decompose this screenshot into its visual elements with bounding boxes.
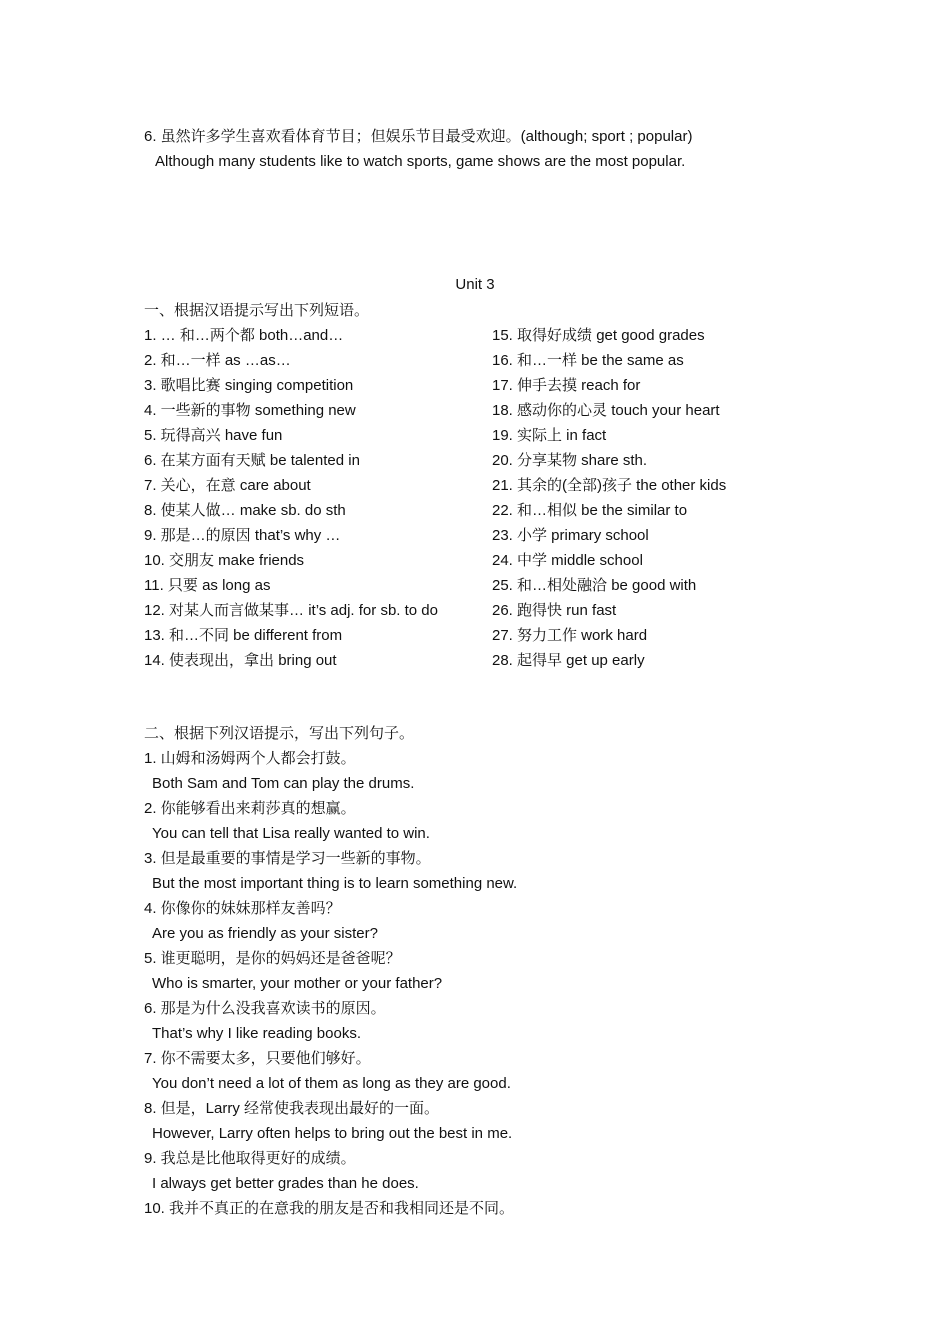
phrase-item: 10. 交朋友 make friends — [144, 552, 305, 569]
phrase-item: 17. 伸手去摸 reach for — [492, 377, 641, 394]
unit-title: Unit 3 — [455, 276, 495, 293]
phrase-list-left — [144, 323, 460, 673]
top-exercise-item — [144, 124, 764, 174]
phrase-item: 5. 玩得高兴 have fun — [144, 427, 283, 444]
phrase-item: 26. 跑得快 run fast — [492, 602, 617, 619]
phrase-item: 11. 只要 as long as — [144, 577, 271, 594]
sentence-question: 9. 我总是比他取得更好的成绩。 — [144, 1150, 356, 1167]
sentence-answer: You can tell that Lisa really wanted to win. — [152, 825, 430, 842]
phrase-item: 13. 和…不同 be different from — [144, 627, 343, 644]
sentence-question: 5. 谁更聪明，是你的妈妈还是爸爸呢？ — [144, 950, 401, 967]
sentence-answer: Are you as friendly as your sister? — [152, 925, 378, 942]
phrase-item: 9. 那是…的原因 that’s why … — [144, 527, 341, 544]
phrase-item: 2. 和…一样 as …as… — [144, 352, 291, 369]
section2 — [144, 721, 764, 1221]
phrase-item: 25. 和…相处融洽 be good with — [492, 577, 697, 594]
phrase-item: 7. 关心，在意 care about — [144, 477, 311, 494]
sentence-question: 6. 那是为什么没我喜欢读书的原因。 — [144, 1000, 386, 1017]
phrase-item: 14. 使表现出，拿出 bring out — [144, 652, 337, 669]
sentence-answer: I always get better grades than he does. — [152, 1175, 419, 1192]
phrase-item: 24. 中学 middle school — [492, 552, 643, 569]
phrase-item: 4. 一些新的事物 something new — [144, 402, 356, 419]
sentence-answer: Who is smarter, your mother or your father? — [152, 975, 443, 992]
sentence-answer: However, Larry often helps to bring out the best in me. — [152, 1125, 513, 1142]
phrase-item: 28. 起得早 get up early — [492, 652, 645, 669]
phrase-item: 1. … 和…两个都 both…and… — [144, 327, 344, 344]
phrase-item: 22. 和…相似 be the similar to — [492, 502, 688, 519]
sentence-question: 7. 你不需要太多，只要他们够好。 — [144, 1050, 371, 1067]
phrase-item: 8. 使某人做… make sb. do sth — [144, 502, 346, 519]
phrase-item: 18. 感动你的心灵 touch your heart — [492, 402, 720, 419]
phrase-item: 16. 和…一样 be the same as — [492, 352, 684, 369]
phrase-item: 27. 努力工作 work hard — [492, 627, 648, 644]
phrase-item: 19. 实际上 in fact — [492, 427, 607, 444]
phrase-item: 12. 对某人而言做某事… it’s adj. for sb. to do — [144, 602, 438, 619]
sentence-question: 1. 山姆和汤姆两个人都会打鼓。 — [144, 750, 356, 767]
sentence-answer: Both Sam and Tom can play the drums. — [152, 775, 415, 792]
phrase-item: 15. 取得好成绩 get good grades — [492, 327, 705, 344]
top-answer: Although many students like to watch sports, game shows are the most popular. — [155, 153, 686, 170]
sentence-question: 10. 我并不真正的在意我的朋友是否和我相同还是不同。 — [144, 1200, 515, 1217]
phrase-item: 23. 小学 primary school — [492, 527, 649, 544]
sentence-answer: But the most important thing is to learn something new. — [152, 875, 518, 892]
sentence-question: 8. 但是，Larry 经常使我表现出最好的一面。 — [144, 1100, 440, 1117]
section1-heading: 一、根据汉语提示写出下列短语。 — [144, 302, 370, 319]
phrase-list-right — [492, 323, 792, 673]
sentence-answer: That’s why I like reading books. — [152, 1025, 361, 1042]
top-question: 6. 虽然许多学生喜欢看体育节目；但娱乐节目最受欢迎。(although; sport ; popular) — [144, 128, 693, 145]
sentence-answer: You don’t need a lot of them as long as they are good. — [152, 1075, 511, 1092]
phrase-item: 21. 其余的(全部)孩子 the other kids — [492, 477, 727, 494]
sentence-question: 4. 你像你的妹妹那样友善吗？ — [144, 900, 341, 917]
sentence-question: 3. 但是最重要的事情是学习一些新的事物。 — [144, 850, 431, 867]
phrase-item: 20. 分享某物 share sth. — [492, 452, 648, 469]
phrase-item: 3. 歌唱比赛 singing competition — [144, 377, 354, 394]
phrase-item: 6. 在某方面有天赋 be talented in — [144, 452, 360, 469]
section2-heading: 二、根据下列汉语提示，写出下列句子。 — [144, 725, 415, 742]
sentence-question: 2. 你能够看出来莉莎真的想赢。 — [144, 800, 356, 817]
